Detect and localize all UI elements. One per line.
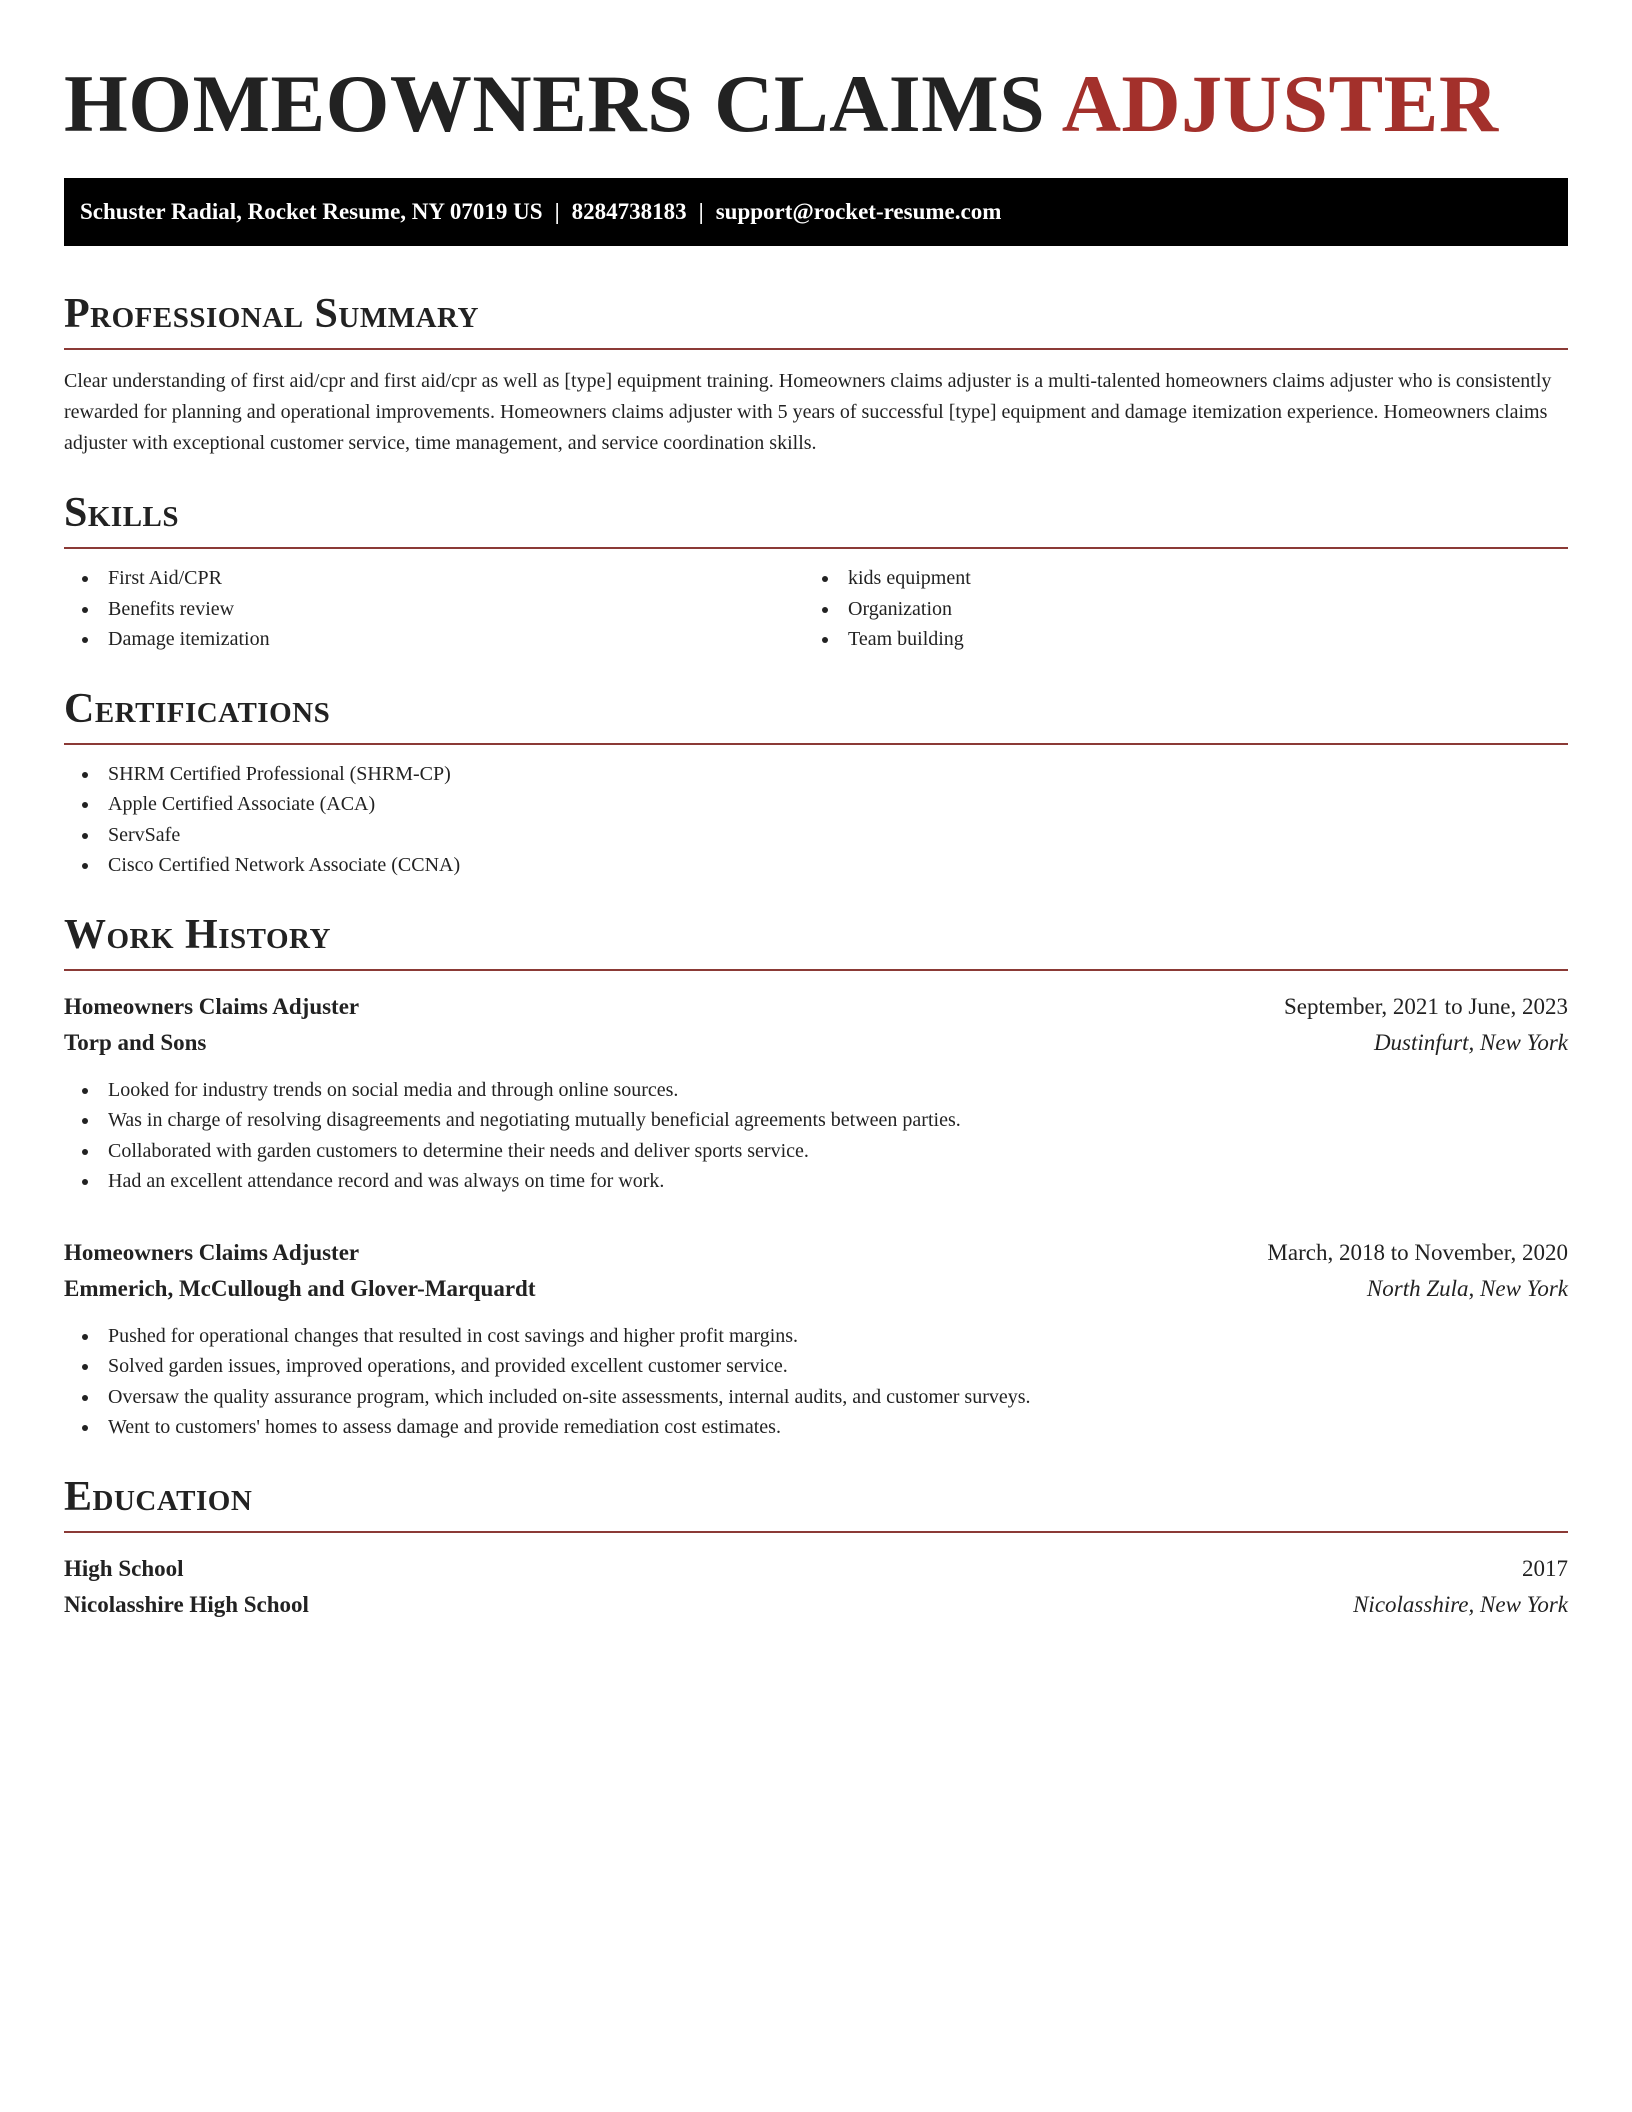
skill-item: First Aid/CPR bbox=[64, 563, 804, 594]
job-duty-item: Looked for industry trends on social media and through online sources. bbox=[64, 1075, 1568, 1106]
job-location: North Zula, New York bbox=[1366, 1275, 1568, 1301]
contact-address: Schuster Radial, Rocket Resume, NY 07019 US bbox=[80, 199, 543, 224]
job-duties-list bbox=[64, 1075, 1568, 1197]
job-entry bbox=[64, 1235, 1568, 1443]
skill-item: kids equipment bbox=[804, 563, 1544, 594]
skills-list-left bbox=[64, 563, 804, 655]
skill-item: Organization bbox=[804, 594, 1544, 625]
job-entry bbox=[64, 989, 1568, 1197]
job-title-row bbox=[64, 989, 1568, 1025]
skill-item: Damage itemization bbox=[64, 624, 804, 655]
certifications-heading: Certifications bbox=[64, 683, 1568, 745]
certifications-list bbox=[64, 759, 1568, 881]
job-duty-item: Oversaw the quality assurance program, which included on-site assessments, internal audits, and customer surveys. bbox=[64, 1382, 1568, 1413]
job-company-row bbox=[64, 1271, 1568, 1307]
job-duty-item: Pushed for operational changes that resulted in cost savings and higher profit margins. bbox=[64, 1321, 1568, 1352]
job-duties-list bbox=[64, 1321, 1568, 1443]
contact-separator: | bbox=[698, 199, 704, 224]
resume-title bbox=[64, 56, 1568, 152]
job-title: Homeowners Claims Adjuster bbox=[64, 1239, 360, 1265]
summary-heading: Professional Summary bbox=[64, 288, 1568, 350]
skill-item: Team building bbox=[804, 624, 1544, 655]
job-company-row bbox=[64, 1025, 1568, 1061]
work-history-heading: Work History bbox=[64, 909, 1568, 971]
education-entry bbox=[64, 1551, 1568, 1623]
skills-grid bbox=[64, 563, 1568, 655]
job-duty-item: Had an excellent attendance record and was always on time for work. bbox=[64, 1166, 1568, 1197]
skill-item: Benefits review bbox=[64, 594, 804, 625]
education-school: Nicolasshire High School bbox=[64, 1591, 309, 1617]
job-company: Emmerich, McCullough and Glover-Marquardt bbox=[64, 1275, 536, 1301]
certification-item: Cisco Certified Network Associate (CCNA) bbox=[64, 850, 1568, 881]
contact-phone[interactable]: 8284738183 bbox=[571, 199, 687, 224]
job-title: Homeowners Claims Adjuster bbox=[64, 993, 360, 1019]
job-location: Dustinfurt, New York bbox=[1373, 1029, 1568, 1055]
contact-separator: | bbox=[554, 199, 560, 224]
contact-bar bbox=[64, 178, 1568, 246]
education-location: Nicolasshire, New York bbox=[1353, 1591, 1568, 1617]
education-degree-row bbox=[64, 1551, 1568, 1587]
job-duty-item: Was in charge of resolving disagreements and negotiating mutually beneficial agreements between parties. bbox=[64, 1105, 1568, 1136]
education-school-row bbox=[64, 1587, 1568, 1623]
education-year: 2017 bbox=[1522, 1555, 1568, 1581]
certification-item: ServSafe bbox=[64, 820, 1568, 851]
education-heading: Education bbox=[64, 1471, 1568, 1533]
job-dates: March, 2018 to November, 2020 bbox=[1267, 1239, 1568, 1265]
skills-list-right bbox=[804, 563, 1544, 655]
education-degree: High School bbox=[64, 1555, 184, 1581]
contact-email[interactable]: support@rocket-resume.com bbox=[715, 199, 1002, 224]
job-duty-item: Went to customers' homes to assess damage and provide remediation cost estimates. bbox=[64, 1412, 1568, 1443]
title-accent: ADJUSTER bbox=[1061, 58, 1499, 149]
job-duty-item: Collaborated with garden customers to determine their needs and deliver sports service. bbox=[64, 1136, 1568, 1167]
certification-item: SHRM Certified Professional (SHRM-CP) bbox=[64, 759, 1568, 790]
job-dates: September, 2021 to June, 2023 bbox=[1284, 993, 1568, 1019]
title-main: HOMEOWNERS CLAIMS bbox=[64, 58, 1046, 149]
resume-page bbox=[64, 0, 1568, 1623]
job-title-row bbox=[64, 1235, 1568, 1271]
summary-text: Clear understanding of first aid/cpr and first aid/cpr as well as [type] equipment training. Homeowners claims adjuster is a multi-talented homeowners claims adjuster who is consistently rewarded for planning and operational improvements. Homeowners claims adjuster with 5 years of successful [type] equipment and damage itemization experience. Homeowners claims adjuster with exceptional customer service, time management, and service coordination skills. bbox=[64, 370, 1552, 454]
skills-heading: Skills bbox=[64, 487, 1568, 549]
job-company: Torp and Sons bbox=[64, 1029, 207, 1055]
certification-item: Apple Certified Associate (ACA) bbox=[64, 789, 1568, 820]
job-duty-item: Solved garden issues, improved operations, and provided excellent customer service. bbox=[64, 1351, 1568, 1382]
